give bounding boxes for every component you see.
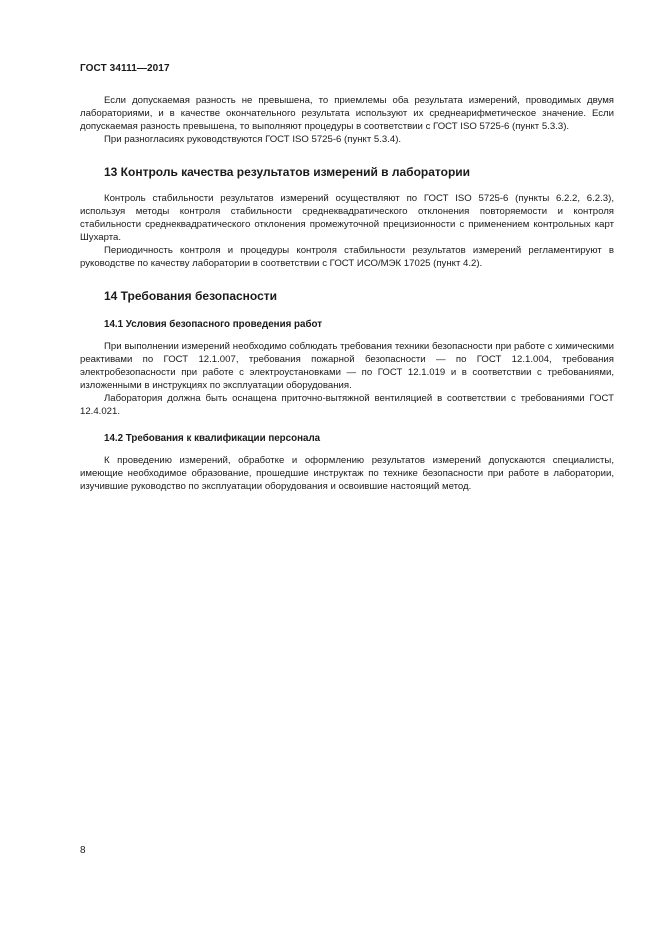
paragraph: К проведению измерений, обработке и оформлению результатов измерений допускаются специалисты, имеющие необходимое образование, прошедшие инструктаж по технике безопасности при работе в лаборатории, изучившие руководство по эксплуатации оборудования и освоившие настоящий метод. <box>80 455 614 492</box>
paragraph: При выполнении измерений необходимо соблюдать требования техники безопасности при работе с химическими реактивами по ГОСТ 12.1.007, требования пожарной безопасности — по ГОСТ 12.1.004, требования электробезопасности при работе с электроустановками — по ГОСТ 12.1.019 и в соответствии с требованиями, изложенными в инструкциях по эксплуатации оборудования. <box>80 341 614 391</box>
subsection-14-2-heading: 14.2 Требования к квалификации персонала <box>104 433 321 444</box>
paragraph: Контроль стабильности результатов измерений осуществляют по ГОСТ ISO 5725-6 (пункты 6.2.2, 6.2.3), используя методы контроля стабильности среднеквадратического отклонения повторяемости и контроля стабильности среднеквадратического отклонения промежуточной прецизионности с применением контрольных карт Шухарта. <box>80 193 614 243</box>
page-content <box>80 94 614 493</box>
section-13-heading: 13 Контроль качества результатов измерений в лаборатории <box>104 165 471 179</box>
page-number: 8 <box>80 845 86 856</box>
paragraph: Периодичность контроля и процедуры контроля стабильности результатов измерений регламентируют в руководстве по качеству лаборатории в соответствии с ГОСТ ИСО/МЭК 17025 (пункт 4.2). <box>80 245 614 269</box>
paragraph: Если допускаемая разность не превышена, то приемлемы оба результата измерений, проводимых двумя лабораториями, и в качестве окончательного результата используют их среднеарифметическое значение. Если допускаемая разность превышена, то выполняют процедуры в соответствии с ГОСТ ISO 5725-6 (пункт 5.3.3). <box>80 95 614 132</box>
subsection-14-1-heading: 14.1 Условия безопасного проведения работ <box>104 319 323 330</box>
section-14-heading: 14 Требования безопасности <box>104 289 278 303</box>
page-header: ГОСТ 34111—2017 <box>80 63 170 74</box>
paragraph: При разногласиях руководствуются ГОСТ ISO 5725-6 (пункт 5.3.4). <box>104 134 402 145</box>
paragraph: Лаборатория должна быть оснащена приточно-вытяжной вентиляцией в соответствии с требованиями ГОСТ 12.4.021. <box>80 393 614 417</box>
